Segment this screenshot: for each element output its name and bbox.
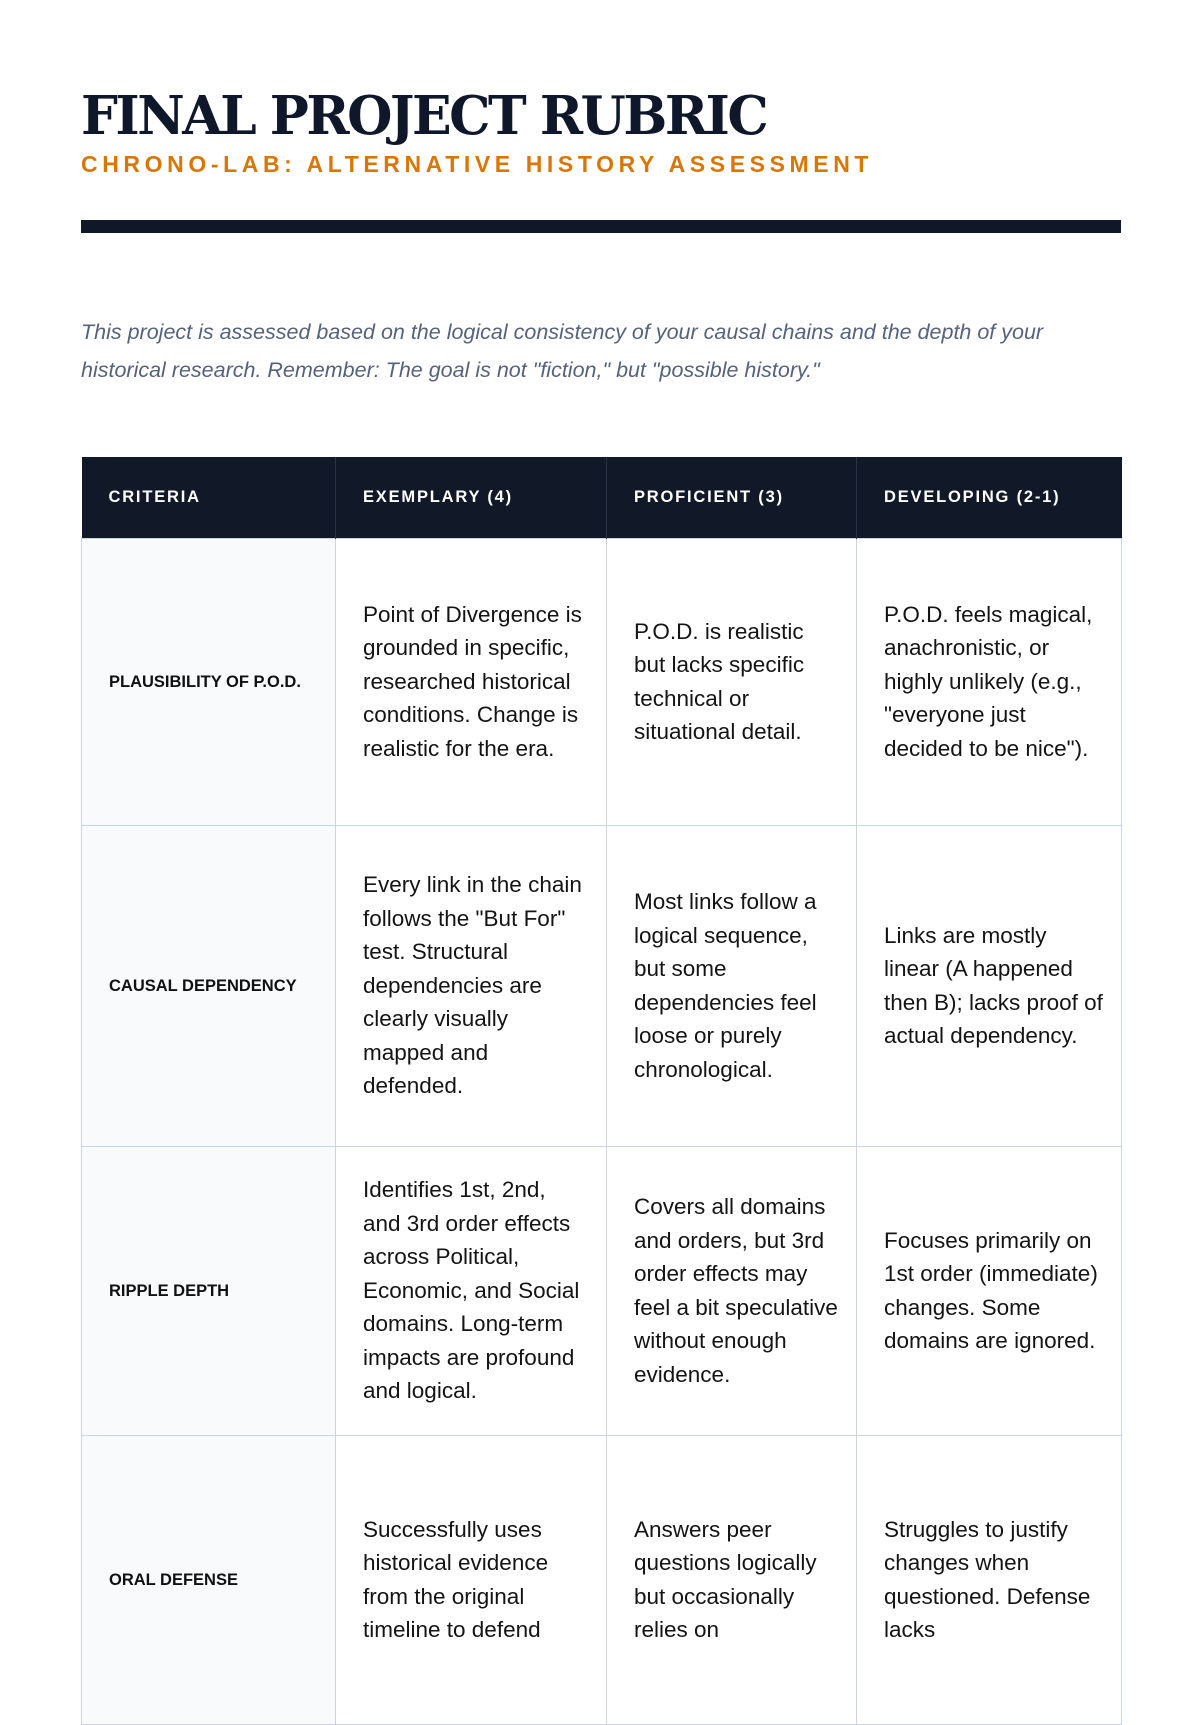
exemplary-cell: Identifies 1st, 2nd, and 3rd order effects across Political, Economic, and Social domains. Long-term impacts are profound and logical. (336, 1146, 607, 1435)
column-header-exemplary: EXEMPLARY (4) (336, 457, 607, 538)
developing-cell: Struggles to justify changes when questioned. Defense lacks (857, 1435, 1122, 1724)
proficient-cell: Answers peer questions logically but occasionally relies on (607, 1435, 857, 1724)
table-row (82, 1146, 1122, 1435)
column-header-proficient: PROFICIENT (3) (607, 457, 857, 538)
criteria-cell: PLAUSIBILITY OF P.O.D. (82, 538, 336, 825)
exemplary-cell: Successfully uses historical evidence from the original timeline to defend (336, 1435, 607, 1724)
criteria-cell: CAUSAL DEPENDENCY (82, 825, 336, 1146)
table-row (82, 825, 1122, 1146)
table-header-row (82, 457, 1122, 538)
column-header-developing: DEVELOPING (2-1) (857, 457, 1122, 538)
column-header-criteria: CRITERIA (82, 457, 336, 538)
exemplary-cell: Every link in the chain follows the "But For" test. Structural dependencies are clearly visually mapped and defended. (336, 825, 607, 1146)
rubric-table (81, 457, 1122, 1725)
table-row (82, 1435, 1122, 1724)
table-row (82, 538, 1122, 825)
developing-cell: Links are mostly linear (A happened then B); lacks proof of actual dependency. (857, 825, 1122, 1146)
proficient-cell: Most links follow a logical sequence, but some dependencies feel loose or purely chronological. (607, 825, 857, 1146)
developing-cell: Focuses primarily on 1st order (immediate) changes. Some domains are ignored. (857, 1146, 1122, 1435)
exemplary-cell: Point of Divergence is grounded in specific, researched historical conditions. Change is realistic for the era. (336, 538, 607, 825)
proficient-cell: P.O.D. is realistic but lacks specific technical or situational detail. (607, 538, 857, 825)
rubric-page (81, 0, 1121, 1642)
developing-cell: P.O.D. feels magical, anachronistic, or highly unlikely (e.g., "everyone just decided to be nice"). (857, 538, 1122, 825)
criteria-cell: RIPPLE DEPTH (82, 1146, 336, 1435)
header-divider (81, 220, 1121, 233)
proficient-cell: Covers all domains and orders, but 3rd order effects may feel a bit speculative without enough evidence. (607, 1146, 857, 1435)
page-subtitle: CHRONO-LAB: ALTERNATIVE HISTORY ASSESSMENT (81, 151, 874, 177)
page-title: FINAL PROJECT RUBRIC (81, 84, 767, 148)
criteria-cell: ORAL DEFENSE (82, 1435, 336, 1724)
intro-paragraph: This project is assessed based on the logical consistency of your causal chains and the depth of your historical research. Remember: The goal is not "fiction," but "possible history." (81, 320, 1044, 382)
